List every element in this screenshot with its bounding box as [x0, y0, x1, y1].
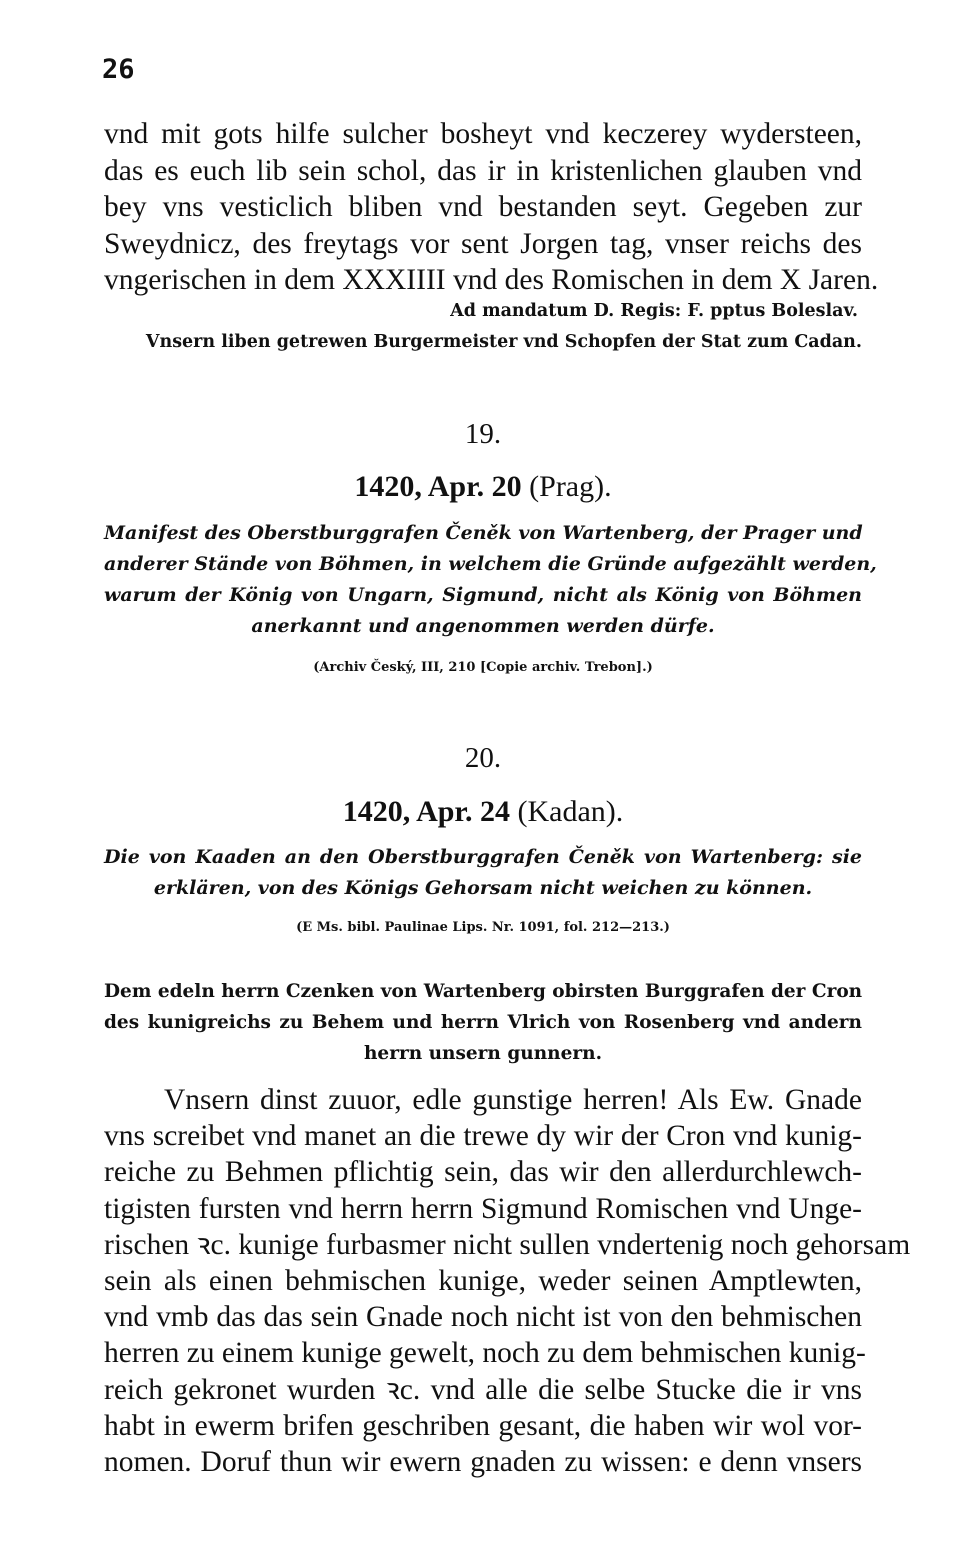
body-line: nomen. Doruf thun wir ewern gnaden zu wissen: e denn vnsers — [104, 1446, 862, 1479]
body-line: sein als einen behmischen kunige, weder seinen Amptlewten, — [104, 1265, 862, 1298]
signature-block — [104, 296, 862, 358]
summary-line: erklären, von des Königs Gehorsam nicht weichen zu können. — [153, 877, 813, 899]
address-line: Dem edeln herrn Czenken von Wartenberg obirsten Burggrafen der Cron — [104, 981, 863, 1002]
text-line: vngerischen in dem XXXIIII vnd des Romischen in dem X Jaren. — [104, 264, 879, 296]
summary-line: Die von Kaaden an den Oberstburggrafen Čeněk von Wartenberg: sie — [104, 846, 862, 868]
summary-20 — [104, 842, 862, 904]
place-20: (Kadan). — [517, 795, 624, 828]
body-line: tigisten fursten vnd herrn herrn Sigmund Romischen vnd Unge- — [104, 1192, 862, 1225]
text-line: vnd mit gots hilfe sulcher bosheyt vnd keczerey wydersteen, — [104, 118, 862, 150]
text-line: das es euch lib sein schol, das ir in kristenlichen glauben vnd — [104, 154, 862, 187]
date-20: 1420, Apr. 24 — [342, 795, 510, 828]
summary-line: warum der König von Ungarn, Sigmund, nicht als König von Böhmen — [104, 584, 862, 606]
summary-19 — [104, 518, 877, 642]
opening-text — [104, 116, 879, 299]
body-line: rischen ꝛc. kunige furbasmer nicht sullen vndertenig noch gehorsam — [104, 1228, 911, 1261]
place-19: (Prag). — [529, 470, 612, 503]
letter-address-20 — [104, 976, 862, 1069]
body-line: vns screibet vnd manet an die trewe dy wir der Cron vnd kunig- — [104, 1120, 862, 1153]
source-note-20: (E Ms. bibl. Paulinae Lips. Nr. 1091, fol. 212—213.) — [296, 920, 670, 935]
text-line: bey vns vesticlich bliben vnd bestanden seyt. Gegeben zur — [104, 191, 862, 223]
body-line: reiche zu Behmen pflichtig sein, das wir den allerdurchlewch- — [104, 1156, 862, 1189]
address-line: des kunigreichs zu Behem und herrn Vlrich von Rosenberg vnd andern — [104, 1012, 862, 1033]
date-line-20 — [104, 795, 862, 829]
body-line: vnd vmb das das sein Gnade noch nicht ist von den behmischen — [104, 1301, 862, 1334]
summary-line: Manifest des Oberstburggrafen Čeněk von Wartenberg, der Prager und — [104, 522, 863, 544]
body-line: Vnsern dinst zuuor, edle gunstige herren! Als Ew. Gnade — [164, 1084, 862, 1116]
letter-address: Vnsern liben getrewen Burgermeister vnd Schopfen der Stat zum Cadan. — [145, 332, 862, 352]
body-line: herren zu einem kunige gewelt, noch zu dem behmischen kunig- — [104, 1337, 866, 1370]
summary-line: anerkannt und angenommen werden dürfe. — [251, 615, 715, 637]
document-number-19: 19. — [464, 418, 502, 450]
address-line: herrn unsern gunnern. — [363, 1043, 603, 1064]
source-note-19: (Archiv Český, III, 210 [Copie archiv. Trebon].) — [313, 660, 653, 675]
document-number-20: 20. — [464, 742, 502, 774]
page-number: 26 — [102, 54, 135, 85]
letter-body-20 — [104, 1082, 911, 1480]
summary-line: anderer Stände von Böhmen, in welchem die Gründe aufgezählt werden, — [104, 553, 877, 575]
body-line: habt in ewerm brifen geschriben gesant, die haben wir wol vor- — [104, 1409, 862, 1442]
body-line: reich gekronet wurden ꝛc. vnd alle die selbe Stucke die ir vns — [104, 1373, 862, 1406]
date-line-19 — [104, 470, 862, 504]
text-line: Sweydnicz, des freytags vor sent Jorgen tag, vnser reichs des — [104, 227, 862, 260]
date-19: 1420, Apr. 20 — [354, 470, 522, 503]
mandate-line: Ad mandatum D. Regis: F. pptus Boleslav. — [450, 301, 858, 321]
